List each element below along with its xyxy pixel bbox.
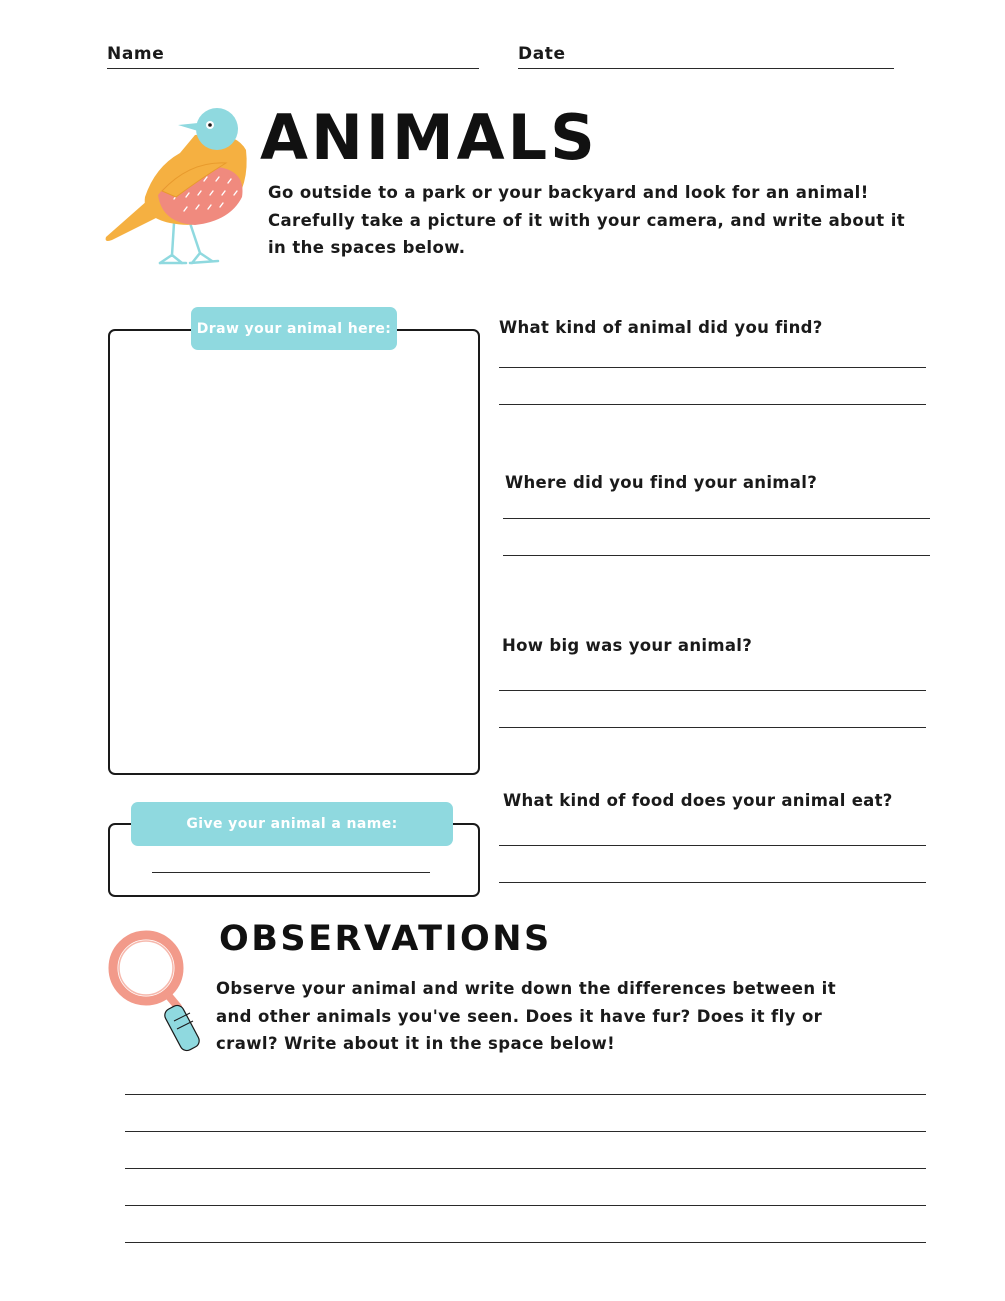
intro-text: Go outside to a park or your backyard and look for an animal! Carefully take a picture of it with your camera, and write about it in the spaces below. [268, 183, 906, 257]
name-label: Name [107, 44, 165, 64]
observation-line[interactable] [125, 1094, 926, 1095]
date-line[interactable] [518, 68, 894, 69]
animal-name-label: Give your animal a name: [131, 802, 453, 846]
answer-line[interactable] [499, 727, 926, 728]
question-animal-location: Where did you find your animal? [505, 473, 818, 492]
observation-line[interactable] [125, 1242, 926, 1243]
question-animal-kind: What kind of animal did you find? [499, 318, 823, 337]
observation-line[interactable] [125, 1168, 926, 1169]
answer-line[interactable] [499, 882, 926, 883]
name-line[interactable] [107, 68, 479, 69]
draw-area[interactable] [108, 329, 480, 775]
page-title: ANIMALS [260, 101, 598, 174]
observation-line[interactable] [125, 1205, 926, 1206]
answer-line[interactable] [499, 404, 926, 405]
observations-title: OBSERVATIONS [219, 919, 552, 959]
question-animal-size: How big was your animal? [502, 636, 753, 655]
animal-name-line[interactable] [152, 872, 430, 873]
magnifying-glass-icon [104, 925, 214, 1060]
draw-area-label: Draw your animal here: [191, 307, 397, 350]
answer-line[interactable] [499, 367, 926, 368]
answer-line[interactable] [499, 845, 926, 846]
answer-line[interactable] [503, 555, 930, 556]
date-label: Date [518, 44, 566, 64]
answer-line[interactable] [503, 518, 930, 519]
question-animal-food: What kind of food does your animal eat? [503, 791, 893, 810]
answer-line[interactable] [499, 690, 926, 691]
bird-icon [100, 105, 255, 270]
observations-text: Observe your animal and write down the differences between it and other animals you've seen. Does it have fur? Does it fly or crawl? Write about it in the space below! [216, 979, 836, 1053]
observation-line[interactable] [125, 1131, 926, 1132]
